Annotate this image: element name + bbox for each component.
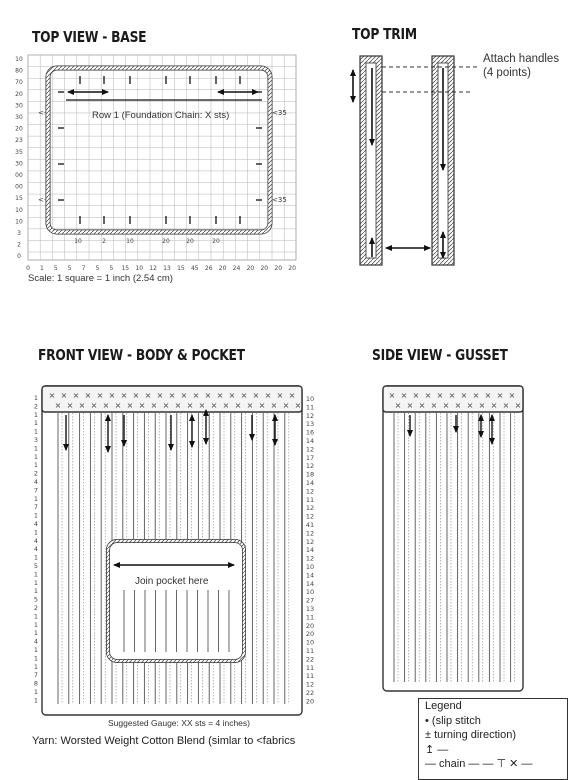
front-right-row-number: 22 — [305, 689, 315, 697]
front-left-row-number: 5 — [33, 595, 39, 604]
front-left-row-number: 1 — [33, 553, 39, 562]
front-left-row-number: 1 — [33, 662, 39, 671]
front-right-row-number: 11 — [305, 663, 315, 672]
front-left-row-number: 1 — [33, 419, 39, 428]
front-right-row-numbers — [306, 395, 314, 705]
front-right-row-number: 10 — [305, 638, 315, 647]
front-x-stitch: × — [126, 401, 134, 410]
front-x-stitch: × — [174, 401, 182, 410]
front-right-row-number: 12 — [305, 462, 315, 471]
side-view-title: SIDE VIEW - GUSSET — [372, 346, 508, 364]
base-inner-tick-label: 20 — [186, 238, 194, 245]
front-x-stitch: × — [48, 391, 56, 400]
front-left-row-number: 4 — [33, 536, 39, 545]
legend-item-chain: — chain — — ⊤ ✕ — — [425, 758, 533, 770]
front-right-row-number: 14 — [305, 437, 315, 445]
front-left-row-number: 4 — [33, 478, 39, 486]
front-x-stitch: × — [198, 401, 206, 410]
base-x-axis-ticks — [26, 265, 296, 272]
front-right-row-number: 14 — [305, 571, 315, 580]
base-inner-tick-label: 2 — [102, 238, 106, 245]
yarn-note: Yarn: Worsted Weight Cotton Blend (simlar to <fabrics — [32, 735, 296, 747]
front-left-row-number: 1 — [33, 646, 39, 654]
base-y-tick-label: 23 — [15, 137, 23, 145]
base-row-label: Row 1 (Foundation Chain: X sts) — [92, 110, 230, 121]
front-x-stitch: × — [270, 401, 278, 410]
base-x-tick-label: 1 — [39, 265, 44, 272]
legend-item-slip-stitch: • (slip stitch — [425, 714, 481, 727]
front-x-stitch: × — [90, 401, 98, 410]
front-x-stitch: × — [120, 391, 128, 400]
front-left-row-number: 1 — [33, 511, 39, 520]
front-right-row-number: 12 — [305, 537, 315, 546]
front-right-row-number: 22 — [305, 655, 315, 664]
front-x-stitch: × — [180, 391, 188, 400]
base-inner-tick-label: 10 — [126, 238, 134, 245]
front-left-row-number: 1 — [33, 427, 39, 436]
gusset-x-stitch: × — [418, 401, 426, 410]
front-left-row-number: 7 — [33, 486, 39, 495]
front-right-row-number: 27 — [305, 596, 315, 605]
front-x-stitch: × — [84, 391, 92, 400]
base-x-tick-label: 20 — [246, 265, 255, 272]
front-left-row-number: 8 — [33, 679, 39, 688]
front-right-row-number: 14 — [305, 579, 315, 588]
base-side-mark-right-2: <35 — [272, 196, 287, 204]
front-right-row-number: 10 — [305, 395, 315, 403]
gusset-x-stitch: × — [424, 391, 432, 400]
front-left-row-number: 1 — [33, 629, 39, 638]
base-inner-tick-label: 10 — [74, 238, 82, 245]
front-x-stitch: × — [78, 401, 86, 410]
front-right-row-number: 12 — [305, 487, 315, 496]
base-y-tick-label: 00 — [15, 183, 23, 191]
front-x-stitch: × — [60, 391, 68, 400]
pocket-join-label: Join pocket here — [135, 576, 209, 587]
base-x-tick-label: 20 — [274, 265, 283, 272]
gusset-x-stitch: × — [514, 401, 522, 410]
gusset-x-stitch: × — [412, 391, 420, 400]
base-x-tick-label: 5 — [67, 265, 72, 272]
base-scale-label: Scale: 1 square = 1 inch (2.54 cm) — [28, 273, 173, 284]
base-x-tick-label: 15 — [121, 265, 130, 272]
front-x-stitch: × — [144, 391, 152, 400]
front-right-row-number: 12 — [305, 504, 315, 513]
top-view-title: TOP VIEW - BASE — [32, 28, 147, 46]
front-left-row-number: 1 — [33, 654, 39, 663]
front-left-row-number: 1 — [33, 570, 39, 579]
gusset-x-stitch: × — [442, 401, 450, 410]
gusset-x-stitch: × — [484, 391, 492, 400]
base-inner-tick-label: 20 — [162, 238, 170, 245]
base-y-tick-label: 35 — [15, 148, 23, 156]
base-side-mark-left-1: <- — [38, 109, 47, 117]
gusset-x-stitch: × — [406, 401, 414, 410]
base-x-tick-label: 0 — [26, 265, 30, 272]
gusset-x-stitch: × — [490, 401, 498, 410]
front-x-stitch: × — [156, 391, 164, 400]
front-right-row-number: 11 — [305, 403, 315, 412]
front-right-row-number: 12 — [305, 445, 315, 454]
base-y-tick-label: 10 — [15, 56, 23, 63]
front-x-stitch: × — [138, 401, 146, 410]
base-x-tick-label: 26 — [204, 265, 213, 272]
base-inner-tick-label: 20 — [212, 238, 220, 245]
front-right-row-number: 13 — [305, 420, 315, 429]
trim-attach-text: Attach handles (4 points) — [483, 53, 560, 79]
trim-attach-label — [483, 52, 563, 80]
base-y-tick-label: 10 — [15, 218, 23, 226]
front-right-row-number: 12 — [305, 529, 315, 538]
front-left-row-number: 4 — [33, 637, 39, 646]
gusset-x-stitch: × — [400, 391, 408, 400]
front-right-row-number: 11 — [305, 613, 315, 622]
front-left-row-number: 2 — [33, 402, 39, 411]
front-x-stitch: × — [246, 401, 254, 410]
front-left-row-number: 1 — [33, 578, 39, 587]
front-right-row-number: 20 — [305, 697, 315, 706]
front-x-stitch: × — [162, 401, 170, 410]
front-x-stitch: × — [66, 401, 74, 410]
front-right-row-number: 11 — [305, 495, 315, 504]
front-x-stitch: × — [282, 401, 290, 410]
front-view-title: FRONT VIEW - BODY & POCKET — [38, 346, 245, 364]
front-x-stitch: × — [210, 401, 218, 410]
front-right-row-number: 14 — [305, 479, 315, 487]
base-side-mark-left-2: <- — [38, 196, 47, 204]
front-x-stitch: × — [228, 391, 236, 400]
front-right-row-number: 14 — [305, 546, 315, 555]
base-x-tick-label: 20 — [288, 265, 296, 272]
front-x-stitch: × — [258, 401, 266, 410]
base-y-tick-label: 0 — [17, 253, 21, 261]
front-x-stitch: × — [222, 401, 230, 410]
base-y-tick-label: 3 — [17, 230, 21, 237]
base-x-tick-label: 12 — [149, 265, 157, 272]
front-x-stitch: × — [234, 401, 242, 410]
front-right-row-number: 11 — [305, 647, 315, 655]
gusset-x-stitch: × — [448, 391, 456, 400]
front-x-stitch: × — [186, 401, 194, 410]
base-x-tick-label: 24 — [232, 265, 241, 272]
base-y-tick-label: 30 — [15, 160, 23, 168]
front-left-row-number: 1 — [33, 494, 39, 503]
gusset-x-stitch: × — [430, 401, 438, 410]
front-right-row-number: 12 — [305, 512, 315, 521]
front-right-row-number: 12 — [305, 411, 315, 420]
gusset-x-stitch: × — [472, 391, 480, 400]
base-y-tick-label: 10 — [15, 206, 23, 214]
front-x-stitch: × — [276, 391, 284, 400]
front-left-row-number: 1 — [33, 696, 39, 705]
front-x-stitch: × — [102, 401, 110, 410]
base-y-axis-ticks — [15, 56, 23, 260]
front-right-row-number: 10 — [305, 588, 315, 597]
legend-title: Legend — [425, 700, 462, 712]
front-left-row-number: 7 — [33, 671, 39, 680]
gusset-x-stitch: × — [394, 401, 402, 410]
front-left-row-number: 1 — [33, 620, 39, 629]
front-x-stitch: × — [240, 391, 248, 400]
trim-left-strip — [360, 56, 382, 265]
front-left-row-number: 1 — [33, 461, 39, 470]
front-left-row-numbers — [34, 394, 38, 704]
gusset-x-stitch: × — [508, 391, 516, 400]
base-x-tick-label: 20 — [260, 265, 269, 272]
gusset-x-stitch: × — [388, 391, 396, 400]
front-right-row-number: 41 — [305, 521, 315, 529]
base-y-tick-label: 30 — [15, 114, 23, 121]
gusset-x-stitch: × — [460, 391, 468, 400]
base-y-tick-label: 15 — [15, 195, 23, 203]
front-x-stitch: × — [96, 391, 104, 400]
base-grid — [28, 55, 296, 260]
gusset-x-stitch: × — [466, 401, 474, 410]
front-x-stitch: × — [252, 391, 260, 400]
front-left-row-number: 1 — [33, 452, 39, 461]
front-x-stitch: × — [216, 391, 224, 400]
base-x-tick-label: 5 — [53, 265, 58, 272]
legend-item-up: ↥ — — [425, 743, 449, 756]
base-x-tick-label: 13 — [163, 265, 171, 272]
front-right-row-number: 11 — [305, 672, 315, 681]
front-x-stitch: × — [72, 391, 80, 400]
front-right-row-number: 16 — [305, 428, 315, 437]
front-left-row-number: 2 — [33, 469, 39, 478]
front-left-row-number: 1 — [33, 528, 39, 537]
front-x-stitch: × — [294, 401, 302, 410]
gusset-x-stitch: × — [496, 391, 504, 400]
gusset-panel — [383, 386, 523, 691]
front-x-stitch: × — [54, 401, 62, 410]
front-right-row-number: 12 — [305, 554, 315, 563]
front-x-stitch: × — [108, 391, 116, 400]
front-left-row-number: 1 — [33, 587, 39, 596]
front-left-row-number: 1 — [33, 688, 39, 696]
front-left-row-number: 7 — [33, 503, 39, 512]
front-left-row-number: 1 — [33, 444, 39, 453]
base-y-tick-label: 2 — [17, 241, 21, 249]
base-x-tick-label: 5 — [95, 265, 100, 272]
base-x-tick-label: 45 — [190, 265, 199, 272]
front-x-stitch: × — [288, 391, 296, 400]
front-right-row-number: 13 — [305, 605, 315, 613]
base-x-tick-label: 10 — [135, 265, 144, 272]
front-right-row-number: 10 — [305, 563, 315, 571]
base-y-tick-label: 00 — [15, 172, 23, 179]
base-x-tick-label: 5 — [109, 265, 114, 272]
front-right-row-number: 18 — [305, 470, 315, 479]
base-y-tick-label: 20 — [15, 125, 23, 133]
front-x-stitch: × — [150, 401, 158, 410]
base-x-tick-label: 15 — [177, 265, 185, 272]
front-left-row-number: 4 — [33, 520, 39, 528]
gusset-x-stitch: × — [502, 401, 510, 410]
front-x-stitch: × — [168, 391, 176, 400]
base-y-tick-label: 80 — [15, 67, 23, 75]
front-right-row-number: 20 — [305, 621, 315, 630]
gauge-note: Suggested Gauge: XX sts = 4 inches) — [108, 718, 250, 728]
front-left-row-number: 5 — [33, 562, 39, 570]
base-y-tick-label: 20 — [15, 90, 23, 98]
gusset-x-stitch: × — [436, 391, 444, 400]
front-left-row-number: 1 — [33, 394, 39, 402]
front-left-row-number: 4 — [33, 545, 39, 554]
base-y-tick-label: 30 — [15, 102, 23, 110]
gusset-x-stitch: × — [454, 401, 462, 410]
gusset-x-stitch: × — [478, 401, 486, 410]
top-trim-title: TOP TRIM — [352, 25, 417, 43]
front-x-stitch: × — [204, 391, 212, 400]
trim-dashed-guides — [382, 67, 478, 92]
base-side-mark-right-1: <35 — [272, 109, 287, 117]
front-left-row-number: 2 — [33, 604, 39, 612]
base-x-tick-label: 7 — [81, 265, 86, 272]
front-x-stitch: × — [114, 401, 122, 410]
front-left-row-number: 1 — [33, 612, 39, 621]
pocket — [108, 541, 244, 661]
base-y-tick-label: 70 — [15, 79, 23, 87]
front-x-stitch: × — [264, 391, 272, 400]
front-left-row-number: 1 — [33, 410, 39, 419]
base-x-tick-label: 20 — [218, 265, 227, 272]
front-x-stitch: × — [132, 391, 140, 400]
front-right-row-number: 12 — [305, 680, 315, 689]
front-left-row-number: 3 — [33, 436, 39, 444]
front-x-stitch: × — [192, 391, 200, 400]
front-right-row-number: 20 — [305, 630, 315, 639]
front-right-row-number: 17 — [305, 453, 315, 462]
legend-item-turning: ± turning direction) — [425, 729, 517, 741]
